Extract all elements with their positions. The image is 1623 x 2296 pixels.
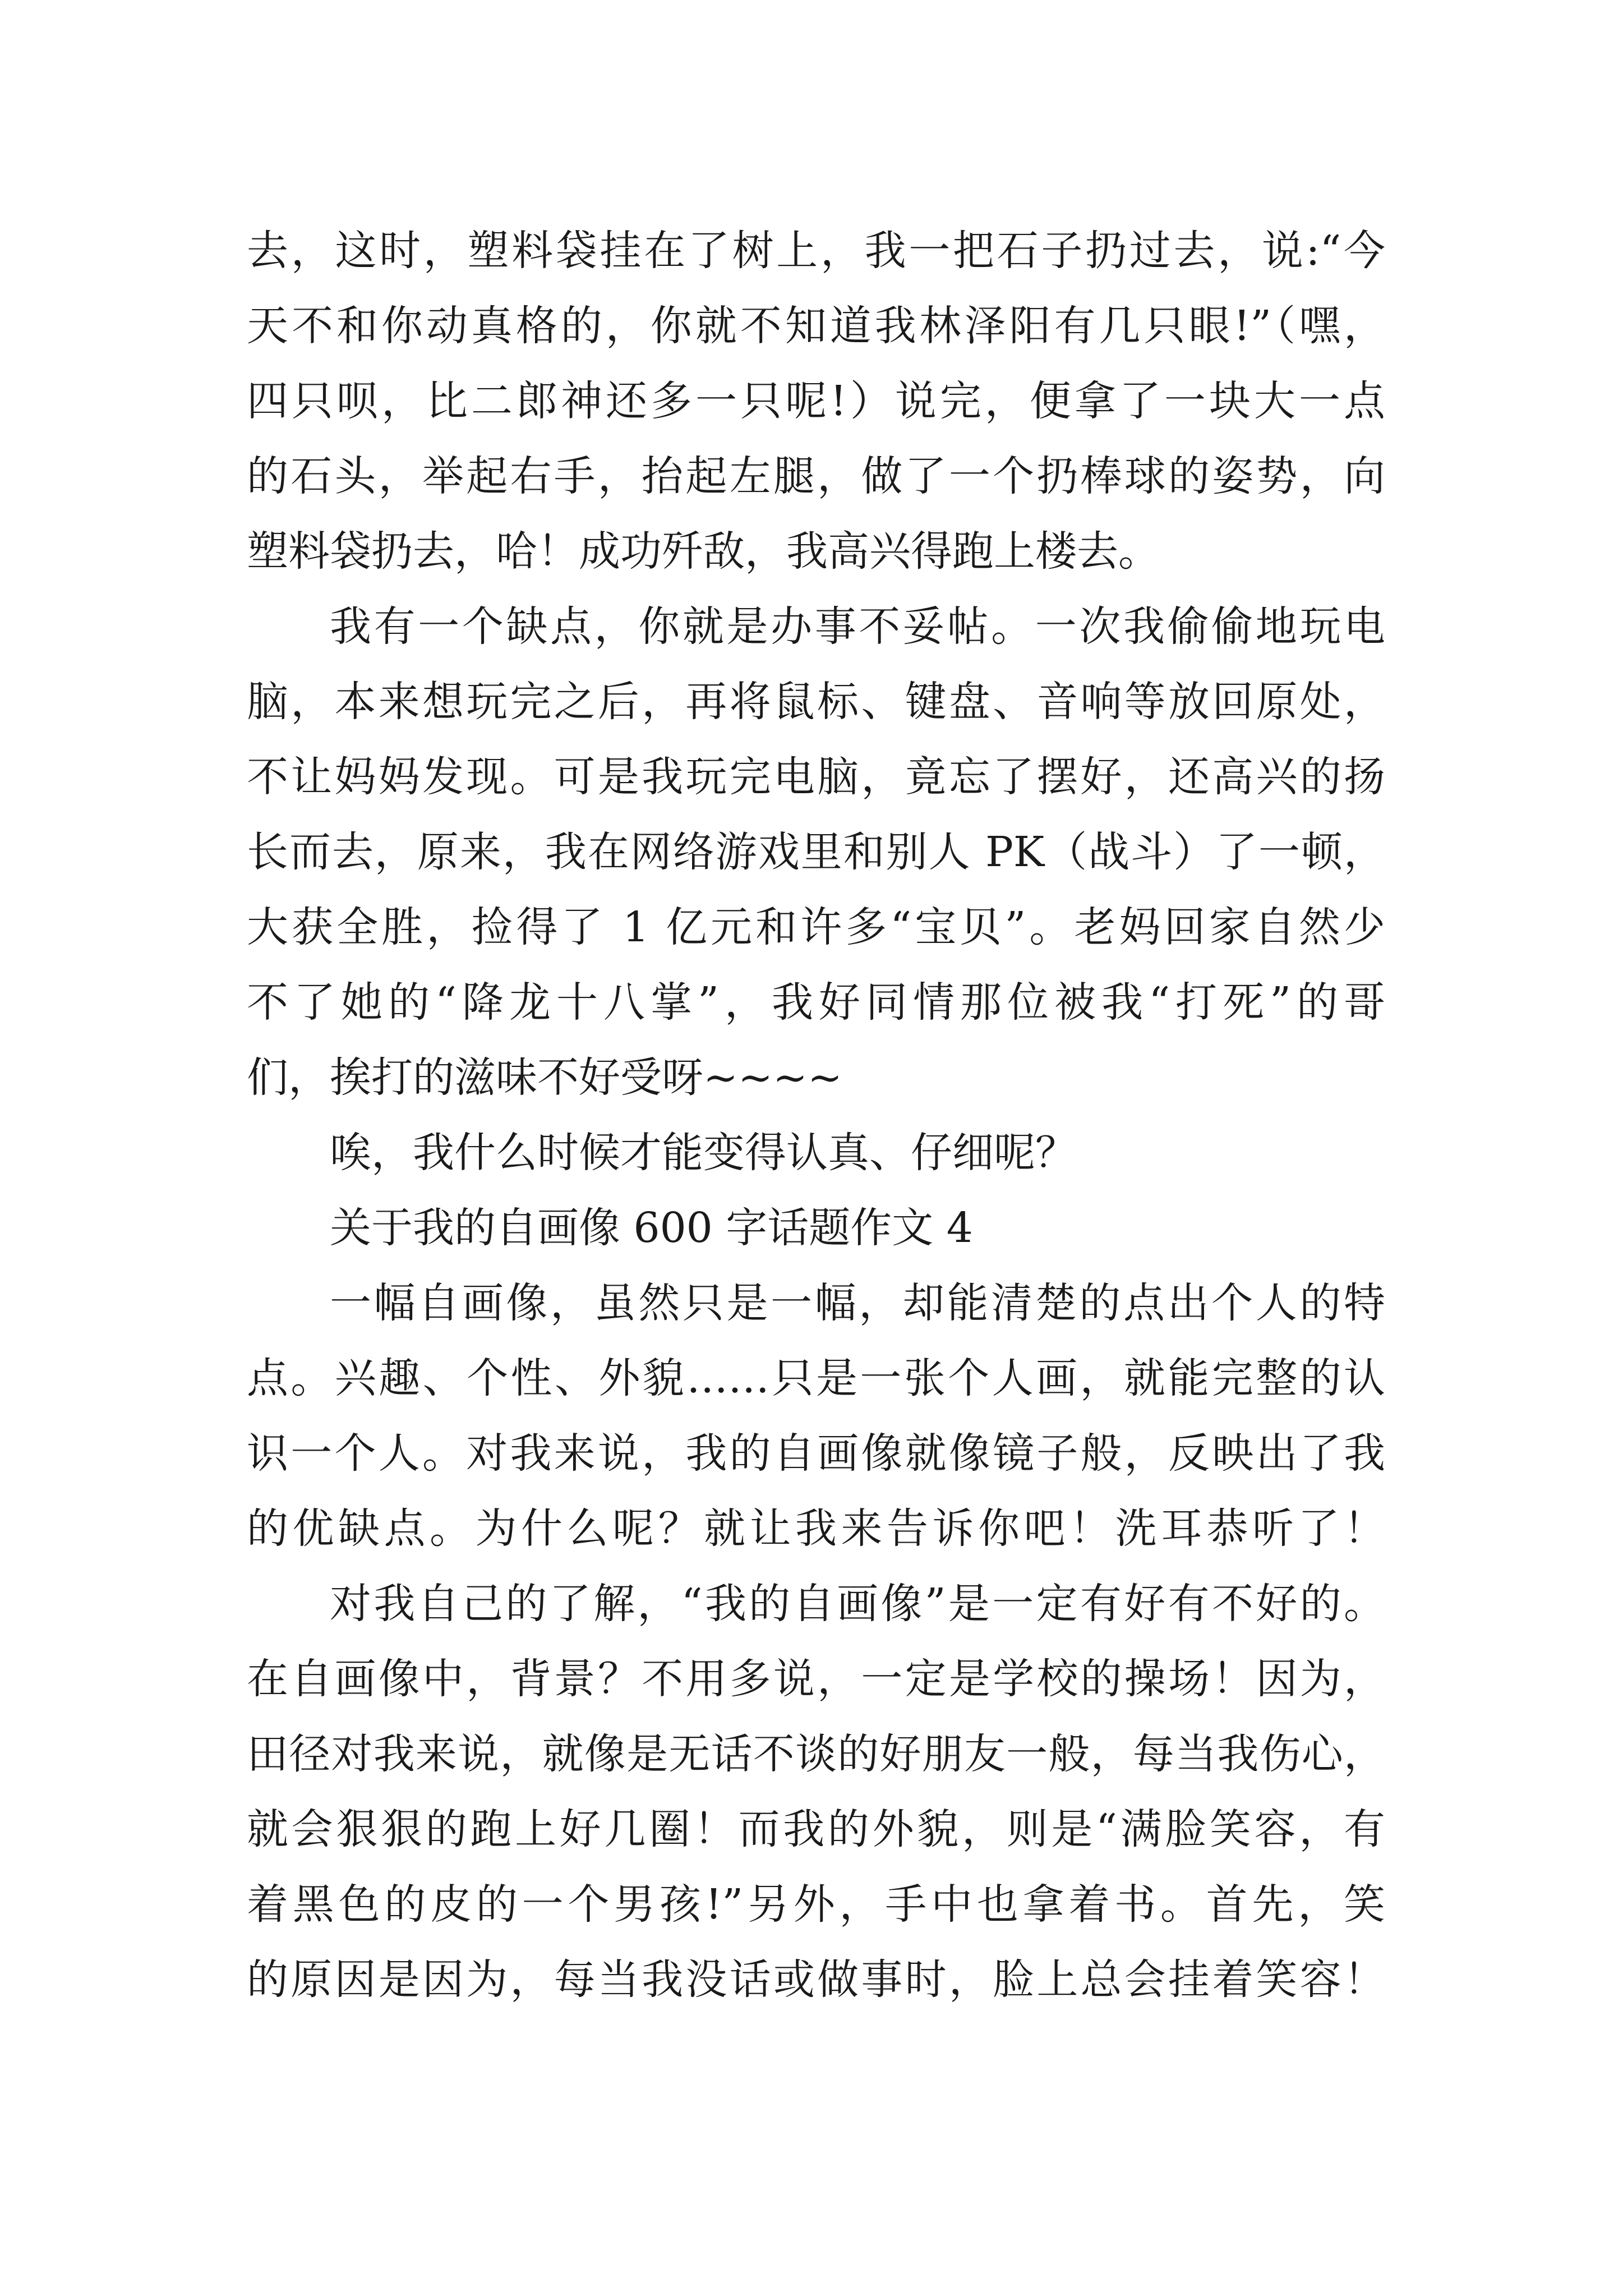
text-line: 四只呗，比二郎神还多一只呢!）说完，便拿了一块大一点 xyxy=(247,377,1385,425)
text-line: 的石头，举起右手，抬起左腿，做了一个扔棒球的姿势，向 xyxy=(247,452,1385,500)
text-line: 不了她的“降龙十八掌”，我好同情那位被我“打死”的哥 xyxy=(247,978,1385,1027)
text-line: 着黑色的皮的一个男孩!”另外，手中也拿着书。首先，笑 xyxy=(247,1880,1385,1929)
text-line: 的优缺点。为什么呢？就让我来告诉你吧！洗耳恭听了！ xyxy=(247,1504,1385,1553)
text-line: 田径对我来说，就像是无话不谈的好朋友一般，每当我伤心， xyxy=(247,1730,1385,1778)
text-line: 我有一个缺点，你就是办事不妥帖。一次我偷偷地玩电 xyxy=(330,602,1385,651)
section-heading: 关于我的自画像 600 字话题作文 4 xyxy=(330,1204,973,1252)
text-line: 的原因是因为，每当我没话或做事时，脸上总会挂着笑容！ xyxy=(247,1955,1385,2004)
text-line: 们，挨打的滋味不好受呀~~~~ xyxy=(247,1053,843,1102)
text-line: 去，这时，塑料袋挂在了树上，我一把石子扔过去，说:“今 xyxy=(247,227,1385,275)
text-line: 长而去，原来，我在网络游戏里和别人 PK（战斗）了一顿， xyxy=(247,828,1385,876)
text-line: 不让妈妈发现。可是我玩完电脑，竟忘了摆好，还高兴的扬 xyxy=(247,753,1385,801)
text-line: 识一个人。对我来说，我的自画像就像镜子般，反映出了我 xyxy=(247,1429,1385,1478)
text-line: 大获全胜，捡得了 1 亿元和许多“宝贝”。老妈回家自然少 xyxy=(247,903,1385,951)
document-body xyxy=(247,213,1385,2017)
text-line: 天不和你动真格的，你就不知道我林泽阳有几只眼!”（嘿， xyxy=(247,302,1385,350)
text-line: 就会狠狠的跑上好几圈！而我的外貌，则是“满脸笑容，有 xyxy=(247,1805,1385,1853)
text-line: 塑料袋扔去，哈！成功歼敌，我高兴得跑上楼去。 xyxy=(247,527,1160,576)
text-line: 唉，我什么时候才能变得认真、仔细呢？ xyxy=(330,1129,1077,1177)
text-line: 对我自己的了解，“我的自画像”是一定有好有不好的。 xyxy=(330,1580,1385,1628)
text-line: 脑，本来想玩完之后，再将鼠标、键盘、音响等放回原处， xyxy=(247,678,1385,726)
text-line: 点。兴趣、个性、外貌……只是一张个人画，就能完整的认 xyxy=(247,1354,1385,1402)
text-line: 一幅自画像，虽然只是一幅，却能清楚的点出个人的特 xyxy=(330,1279,1385,1327)
text-line: 在自画像中，背景？不用多说，一定是学校的操场！因为， xyxy=(247,1655,1385,1703)
